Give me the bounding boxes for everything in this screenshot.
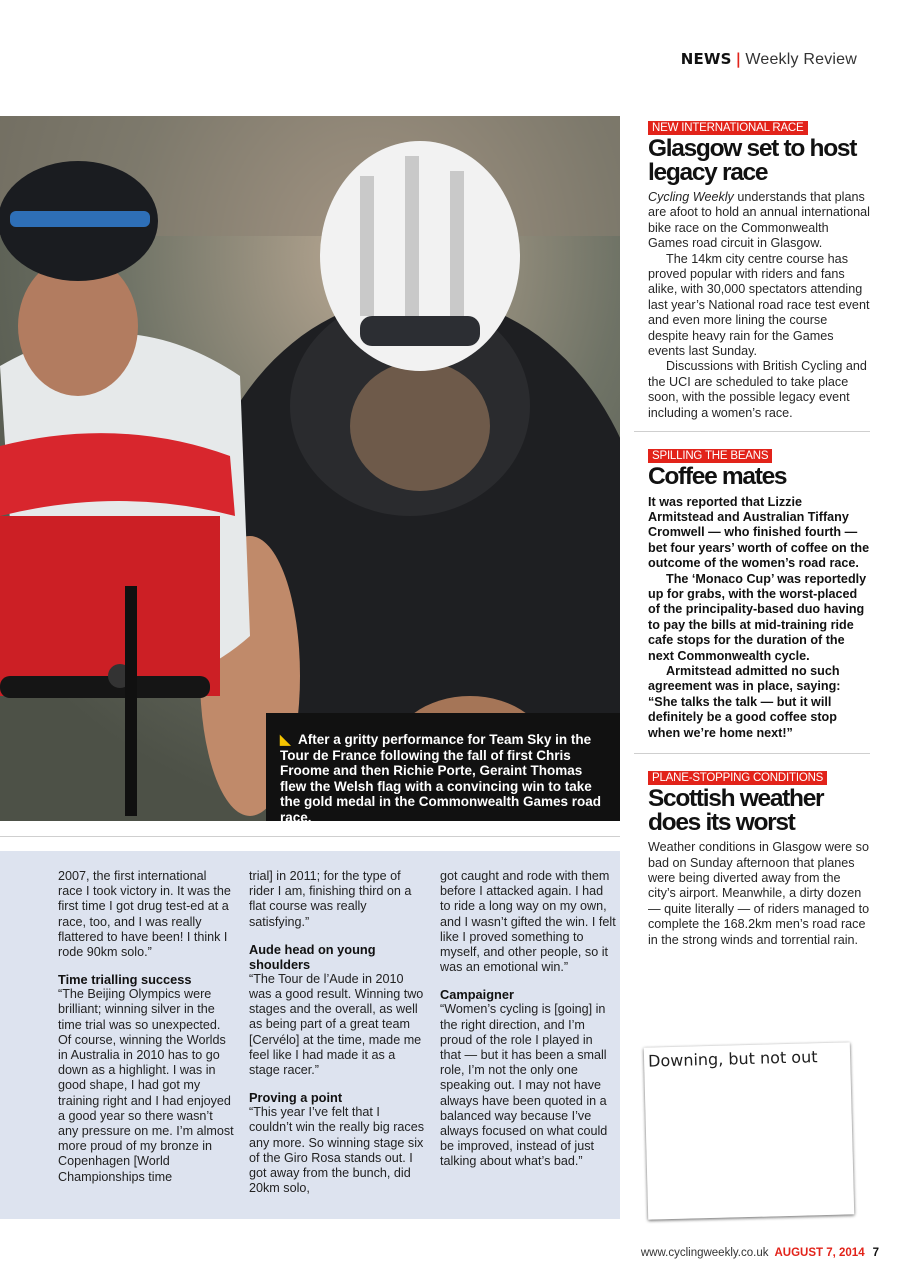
page-footer — [641, 1247, 879, 1259]
story-kicker: NEW INTERNATIONAL RACE — [648, 121, 808, 135]
section-divider — [0, 836, 620, 837]
interview-column-2 — [249, 869, 425, 1196]
page-number: 7 — [872, 1247, 879, 1259]
story-body — [648, 190, 870, 421]
story-body — [648, 495, 870, 742]
website-url: www.cyclingweekly.co.uk — [640, 1247, 769, 1259]
interview-paragraph: 2007, the first international race I took victory in. It was the first time I got drug test-ed at a race, too, and I was really flattered to have been! I think I rode 90km solo.” — [58, 869, 231, 960]
interview-paragraph: “This year I’ve felt that I couldn’t win the really big races any more. So winning stage six of the Giro Rosa stands out. I got away from the bunch, did 20km solo, — [249, 1105, 425, 1196]
story-weather — [634, 753, 870, 948]
story-paragraph — [648, 190, 870, 252]
story-kicker: SPILLING THE BEANS — [648, 449, 772, 463]
interview-paragraph: “Women’s cycling is [going] in the right direction, and I’m proud of the role I played in that — but it has been a small role, I’m not the only one speaking out. I may not have always have been quoted in a balanced way because I’ve always focused on what could be improved, instead of just talking about what’s bad.” — [440, 1002, 608, 1169]
story-kicker: PLANE-STOPPING CONDITIONS — [648, 771, 827, 785]
story-paragraph: The ‘Monaco Cup’ was reportedly up for grabs, with the worst-placed of the principality-based duo having to pay the bills at mid-training ride cafe stops for the duration of the next Commonwealth cycle. — [648, 571, 867, 663]
interview-paragraph: trial] in 2011; for the type of rider I am, finishing third on a flat course was really satisfying.” — [249, 869, 412, 929]
story-paragraph: The 14km city centre course has proved popular with riders and fans alike, with 30,000 spectators attending last year’s National road race test event and even more lining the course despite heavy rain for the Games events last Sunday. — [648, 251, 870, 359]
chevron-arrow-icon: ◣ — [280, 732, 291, 747]
interview-paragraph: “The Beijing Olympics were brilliant; winning silver in the time trial was so unexpected. Of course, winning the Worlds in Australia in 2010 has to go down as a highlight. I was in good shape, I had got my training right and I had enjoyed a good year so there wasn’t any pressure on me. I’m almost more proud of my bronze in Copenhagen [World Championships time — [58, 987, 234, 1184]
header-separator: | — [735, 50, 742, 68]
interview-subhead: Campaigner — [440, 987, 514, 1003]
news-sidebar — [634, 116, 870, 948]
story-headline: Coffee mates — [648, 463, 787, 491]
story-paragraph: It was reported that Lizzie Armitstead and Australian Tiffany Cromwell — who finished fourth — bet four years’ worth of coffee on the outcome of the women’s road race. — [648, 494, 870, 571]
interview-panel — [0, 851, 620, 1219]
story-headline: Glasgow set to host legacy race — [648, 135, 857, 186]
interview-column-1 — [58, 869, 234, 1185]
story-body — [648, 840, 870, 948]
story-paragraph: Weather conditions in Glasgow were so bad on Sunday afternoon that planes were being diverted away from the city’s airport. Meanwhile, a dirty dozen — quite literally — of riders managed to complete the 168.2km men’s road race in the strong winds and torrential rain. — [648, 840, 870, 947]
inset-caption: Downing, but not out — [644, 1042, 854, 1219]
issue-date: AUGUST 7, 2014 — [774, 1247, 865, 1259]
story-headline: Scottish weather does its worst — [648, 785, 824, 836]
section-name: Weekly Review — [745, 51, 857, 68]
photo-caption-text: After a gritty performance for Team Sky in the Tour de France following the fall of first Chris Froome and then Richie Porte, Geraint Thomas flew the Welsh flag with a convincing win to take the gold medal in the Commonwealth Games road race. — [280, 732, 602, 825]
story-paragraph: Armitstead admitted no such agreement was in place, saying: “She talks the talk — but it will definitely be a good coffee stop when we’re home next!” — [648, 664, 841, 740]
interview-subhead: Time trialling success — [58, 972, 192, 988]
page-header — [681, 50, 857, 69]
story-text: understands that plans are afoot to hold an annual international bike race on the Commonwealth Games road circuit in Glasgow. — [648, 190, 870, 251]
section-label: NEWS — [680, 50, 732, 68]
interview-subhead: Aude head on young shoulders — [249, 941, 376, 972]
interview-subhead: Proving a point — [249, 1090, 343, 1106]
photo-caption — [266, 713, 620, 825]
story-coffee — [634, 431, 870, 741]
interview-paragraph: “The Tour de l’Aude in 2010 was a good result. Winning two stages and the overall, as well as being part of a great team [Cervélo] at the time, made me feel like I had made it as a stage racer.” — [249, 971, 424, 1078]
interview-column-3 — [440, 869, 616, 1170]
story-glasgow — [634, 116, 870, 421]
story-paragraph: Discussions with British Cycling and the UCI are scheduled to take place soon, with the possible legacy event including a women’s race. — [648, 359, 867, 420]
interview-paragraph: got caught and rode with them before I attacked again. I had to ride a long way on my own, and I wasn’t gifted the win. I felt like I proved something to myself, and other people, so it was an emotional win.” — [440, 869, 616, 975]
publication-name: Cycling Weekly — [648, 190, 734, 204]
